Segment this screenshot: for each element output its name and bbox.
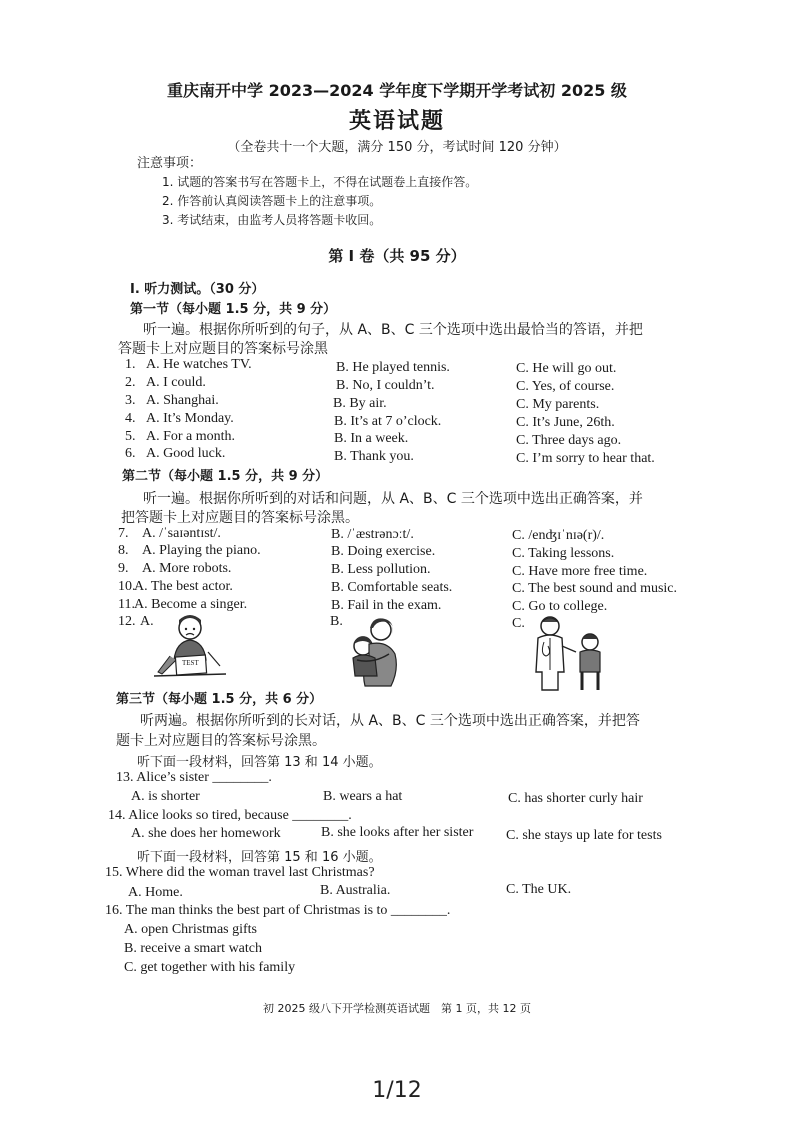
option-b: B. /ˈæstrənɔːt/. bbox=[331, 527, 414, 542]
option-c: C. /enʤɪˈnɪə(r)/. bbox=[512, 528, 605, 543]
option-a: A. I could. bbox=[146, 375, 206, 390]
option-a: A. Home. bbox=[128, 885, 183, 900]
option-c: C. Go to college. bbox=[512, 599, 608, 614]
question-number: 12. bbox=[118, 614, 136, 629]
option-b: B. Fail in the exam. bbox=[331, 598, 442, 613]
section-title: 第二节（每小题 1.5 分，共 9 分） bbox=[122, 469, 329, 484]
option-b: B. Less pollution. bbox=[331, 562, 431, 577]
option-b: B. Australia. bbox=[320, 883, 391, 898]
section-instruction: 答题卡上对应题目的答案标号涂黑 bbox=[118, 341, 328, 357]
option-a: A. The best actor. bbox=[134, 579, 233, 594]
question-number: 1. bbox=[125, 357, 136, 372]
question-stem: 14. Alice looks so tired, because ________. bbox=[108, 808, 352, 823]
question-stem: 13. Alice’s sister ________. bbox=[116, 770, 272, 785]
option-b: B. Doing exercise. bbox=[331, 544, 436, 559]
question-number: 2. bbox=[125, 375, 136, 390]
section-instruction: 题卡上对应题目的答案标号涂黑。 bbox=[116, 733, 326, 749]
page-footer: 初 2025 级八下开学检测英语试题 第 1 页，共 12 页 bbox=[263, 1002, 531, 1015]
section-instruction: 把答题卡上对应题目的答案标号涂黑。 bbox=[121, 510, 359, 526]
option-a: A. bbox=[140, 614, 154, 629]
section-instruction: 听两遍。根据你所听到的长对话，从 A、B、C 三个选项中选出正确答案，并把答 bbox=[140, 713, 640, 729]
option-a: A. Shanghai. bbox=[146, 393, 219, 408]
option-b: B. Thank you. bbox=[334, 449, 414, 464]
boy-with-test-icon bbox=[150, 612, 230, 688]
question-stem: 16. The man thinks the best part of Christmas is to ________. bbox=[105, 903, 451, 918]
doctor-and-boy-icon bbox=[528, 612, 612, 696]
subject-title: 英语试题 bbox=[348, 109, 445, 134]
option-b: B. wears a hat bbox=[323, 789, 403, 804]
question-number: 6. bbox=[125, 446, 136, 461]
notice-item: 2. 作答前认真阅读答题卡上的注意事项。 bbox=[162, 194, 382, 208]
option-a: A. is shorter bbox=[131, 789, 200, 804]
option-b: B. Comfortable seats. bbox=[331, 580, 453, 595]
option-c: C. has shorter curly hair bbox=[508, 791, 643, 806]
mother-hugging-child-icon bbox=[343, 614, 407, 694]
section-title: 第一节（每小题 1.5 分，共 9 分） bbox=[130, 302, 337, 317]
question-number: 4. bbox=[125, 411, 136, 426]
option-c: C. bbox=[512, 616, 525, 631]
option-b: B. It’s at 7 o’clock. bbox=[334, 414, 442, 429]
option-c: C. Taking lessons. bbox=[512, 546, 615, 561]
option-b: B. she looks after her sister bbox=[321, 825, 474, 840]
option-a: A. He watches TV. bbox=[146, 357, 252, 372]
section-title: 第三节（每小题 1.5 分，共 6 分） bbox=[116, 692, 323, 707]
option-a: A. Good luck. bbox=[146, 446, 226, 461]
option-c: C. I’m sorry to hear that. bbox=[516, 451, 655, 466]
option-b: B. bbox=[330, 614, 343, 629]
option-a: A. open Christmas gifts bbox=[124, 922, 257, 937]
option-b: B. No, I couldn’t. bbox=[336, 378, 435, 393]
option-c: C. He will go out. bbox=[516, 361, 617, 376]
option-b: B. He played tennis. bbox=[336, 360, 450, 375]
option-c: C. Three days ago. bbox=[516, 433, 622, 448]
option-c: C. get together with his family bbox=[124, 960, 296, 975]
option-b: B. By air. bbox=[333, 396, 387, 411]
page-indicator: 1/12 bbox=[372, 1078, 422, 1103]
section-instruction: 听一遍。根据你所听到的句子，从 A、B、C 三个选项中选出最恰当的答语，并把 bbox=[143, 322, 643, 338]
option-c: C. The best sound and music. bbox=[512, 581, 678, 596]
question-number: 7. bbox=[118, 526, 129, 541]
option-a: A. Become a singer. bbox=[134, 597, 248, 612]
option-a: A. she does her homework bbox=[131, 826, 281, 841]
question-number: 11. bbox=[118, 597, 135, 612]
part-title: I. 听力测试。（30 分） bbox=[130, 282, 265, 297]
option-c: C. It’s June, 26th. bbox=[516, 415, 615, 430]
option-a: A. /ˈsaɪəntɪst/. bbox=[142, 526, 221, 541]
question-number: 5. bbox=[125, 429, 136, 444]
option-a: A. Playing the piano. bbox=[142, 543, 261, 558]
option-a: A. For a month. bbox=[146, 429, 236, 444]
test-sign-text: TEST bbox=[182, 659, 199, 667]
section-instruction: 听一遍。根据你所听到的对话和问题，从 A、B、C 三个选项中选出正确答案，并 bbox=[143, 491, 643, 507]
option-c: C. Have more free time. bbox=[512, 564, 648, 579]
option-b: B. receive a smart watch bbox=[124, 941, 262, 956]
exam-note: （全卷共十一个大题，满分 150 分，考试时间 120 分钟） bbox=[227, 140, 567, 155]
option-c: C. she stays up late for tests bbox=[506, 828, 662, 843]
volume-heading: 第 I 卷（共 95 分） bbox=[328, 247, 466, 265]
group-instruction: 听下面一段材料，回答第 13 和 14 小题。 bbox=[137, 755, 382, 770]
notice-item: 3. 考试结束，由监考人员将答题卡收回。 bbox=[162, 213, 382, 227]
question-number: 10. bbox=[118, 579, 136, 594]
question-number: 8. bbox=[118, 543, 129, 558]
notice-title: 注意事项： bbox=[137, 156, 203, 171]
option-a: A. It’s Monday. bbox=[146, 411, 234, 426]
question-number: 9. bbox=[118, 561, 129, 576]
notice-item: 1. 试题的答案书写在答题卡上，不得在试题卷上直接作答。 bbox=[162, 175, 478, 189]
group-instruction: 听下面一段材料，回答第 15 和 16 小题。 bbox=[137, 850, 382, 865]
question-stem: 15. Where did the woman travel last Christmas? bbox=[105, 865, 375, 880]
question-number: 3. bbox=[125, 393, 136, 408]
option-b: B. In a week. bbox=[334, 431, 409, 446]
option-c: C. Yes, of course. bbox=[516, 379, 615, 394]
school-exam-title: 重庆南开中学 2023—2024 学年度下学期开学考试初 2025 级 bbox=[167, 81, 627, 100]
option-c: C. The UK. bbox=[506, 882, 572, 897]
option-c: C. My parents. bbox=[516, 397, 600, 412]
option-a: A. More robots. bbox=[142, 561, 232, 576]
